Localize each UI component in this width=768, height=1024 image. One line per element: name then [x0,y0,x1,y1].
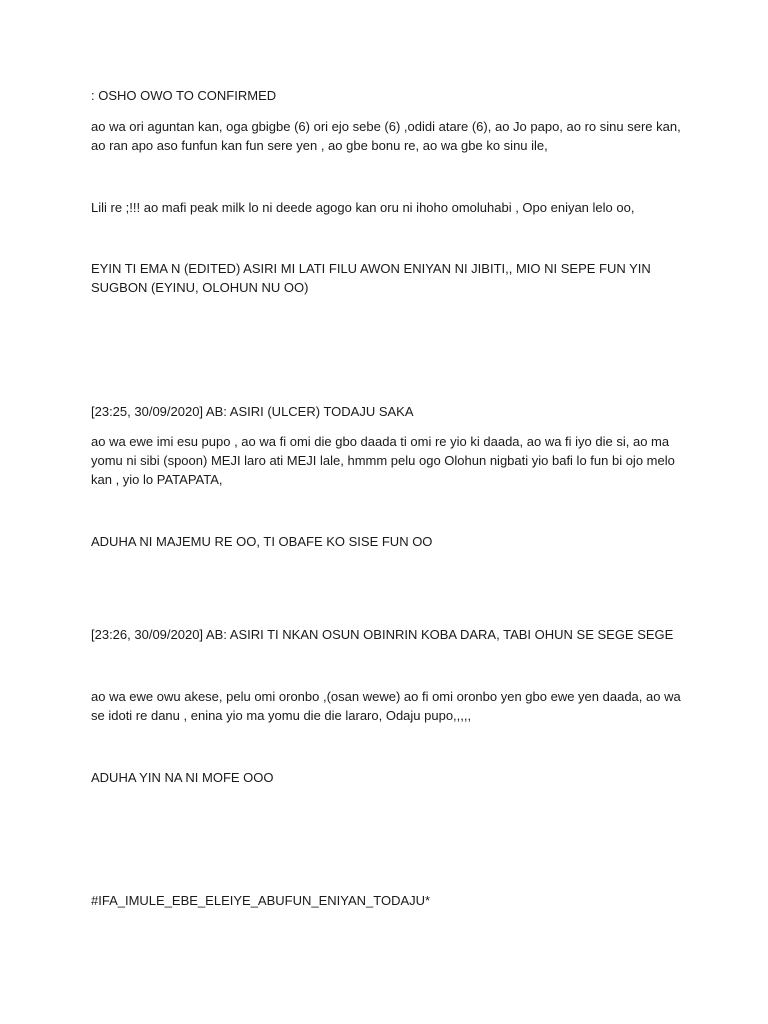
paragraph-prayer-1: ADUHA NI MAJEMU RE OO, TI OBAFE KO SISE FUN OO [91,534,433,549]
hashtag-line: #IFA_IMULE_EBE_ELEIYE_ABUFUN_ENIYAN_TODAJU* [91,893,431,908]
heading-menstrual: [23:26, 30/09/2020] AB: ASIRI TI NKAN OSUN OBINRIN KOBA DARA, TABI OHUN SE SEGE SEGE [91,627,674,642]
paragraph-recipe-2: ao wa ewe imi esu pupo , ao wa fi omi die gbo daada ti omi re yio ki daada, ao wa fi iyo die si, ao ma yomu ni sibi (spoon) MEJI laro ati MEJI lale, hmmm pelu ogo Olohun nigbati yio bafi lo fun bi ojo melo kan , yio lo PATAPATA, [91,434,675,487]
paragraph-prayer-2: ADUHA YIN NA NI MOFE OOO [91,770,274,785]
paragraph-usage-1: Lili re ;!!! ao mafi peak milk lo ni deede agogo kan oru ni ihoho omoluhabi , Opo eniyan lelo oo, [91,200,635,215]
paragraph-recipe-3: ao wa ewe owu akese, pelu omi oronbo ,(osan wewe) ao fi omi oronbo yen gbo ewe yen daada, ao wa se idoti re danu , enina yio ma yomu die die lararo, Odaju pupo,,,,, [91,689,681,723]
heading-ulcer: [23:25, 30/09/2020] AB: ASIRI (ULCER) TODAJU SAKA [91,404,414,419]
heading-confirmed: : OSHO OWO TO CONFIRMED [91,88,277,103]
paragraph-warning: EYIN TI EMA N (EDITED) ASIRI MI LATI FILU AWON ENIYAN NI JIBITI,, MIO NI SEPE FUN YIN SUGBON (EYINU, OLOHUN NU OO) [91,261,651,295]
paragraph-recipe-1: ao wa ori aguntan kan, oga gbigbe (6) ori ejo sebe (6) ,odidi atare (6), ao Jo papo, ao ro sinu sere kan, ao ran apo aso funfun kan fun sere yen , ao gbe bonu re, ao wa gbe ko sinu ile, [91,119,681,153]
